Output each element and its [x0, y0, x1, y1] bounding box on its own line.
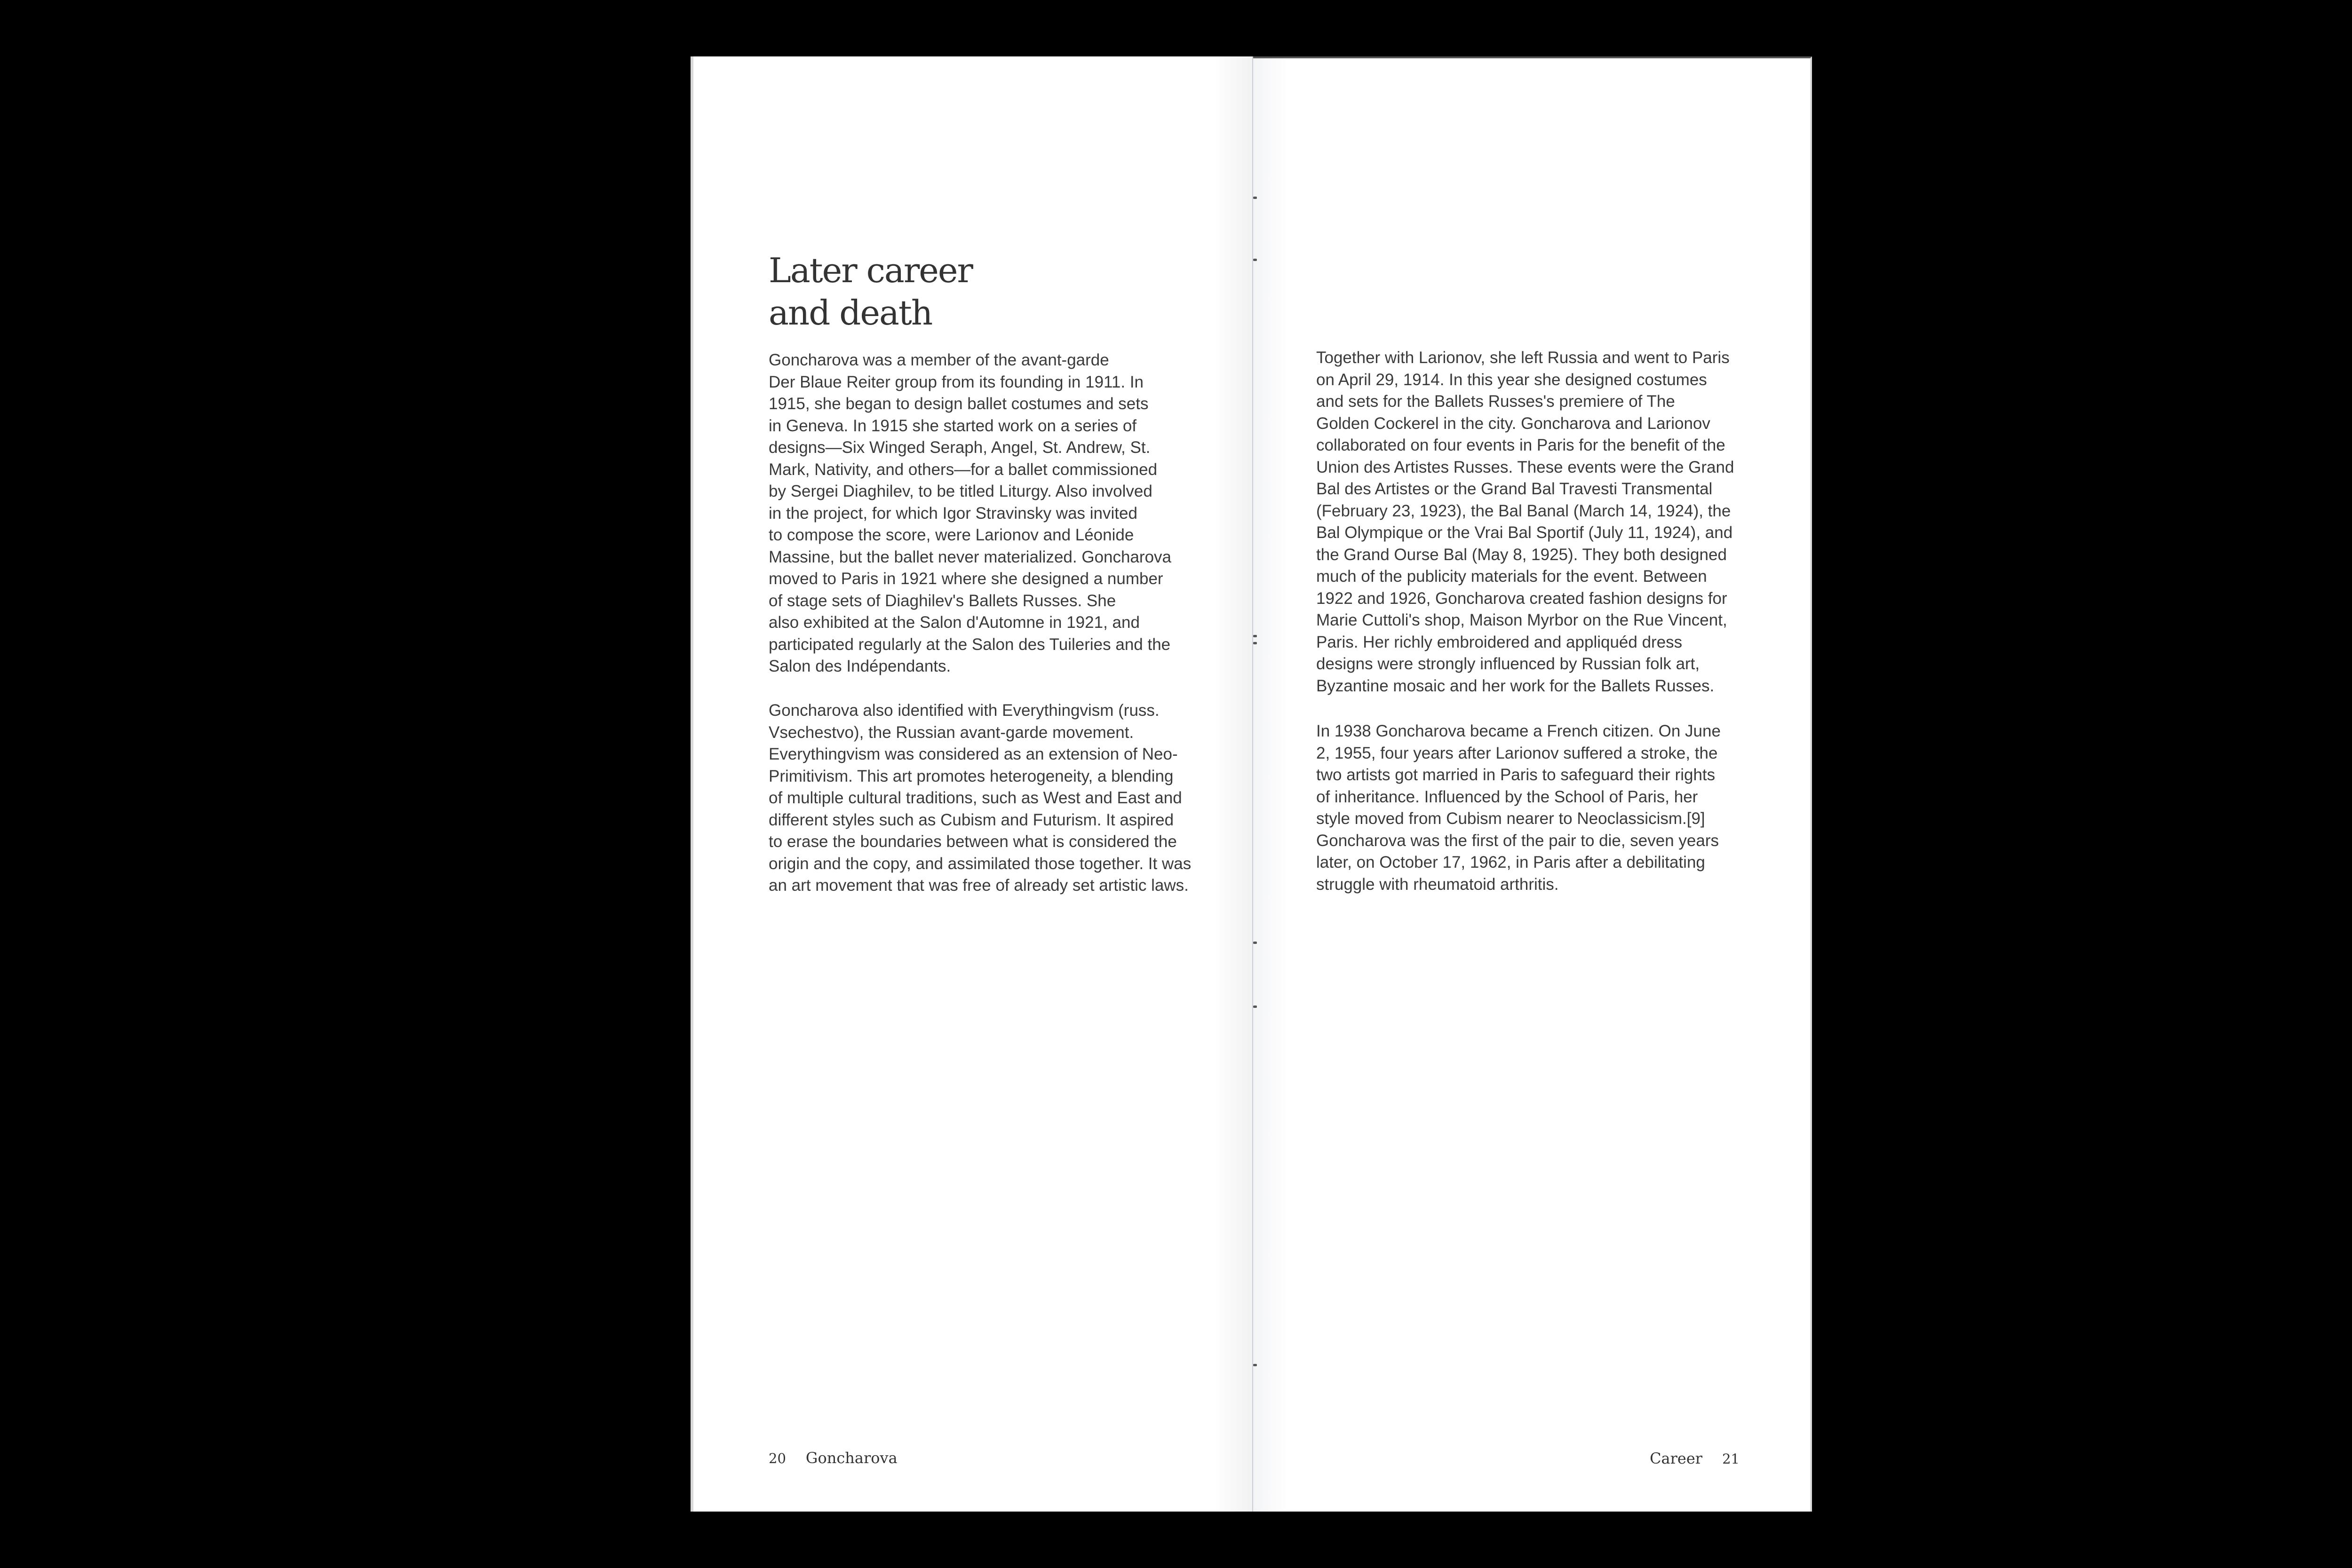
text-line: by Sergei Diaghilev, to be titled Liturgy. Also involved — [769, 482, 1152, 500]
binding-stitch — [1253, 942, 1257, 944]
text-line: Paris. Her richly embroidered and appliquéd dress — [1316, 633, 1683, 651]
text-line: Union des Artistes Russes. These events were the Grand — [1316, 458, 1734, 476]
text-line: on April 29, 1914. In this year she designed costumes — [1316, 370, 1707, 389]
text-line: 1915, she began to design ballet costumes and sets — [769, 395, 1149, 413]
text-line: an art movement that was free of already set artistic laws. — [769, 876, 1189, 895]
left-page — [691, 56, 1253, 1512]
text-line: Goncharova was a member of the avant-garde — [769, 351, 1109, 369]
right-paragraph-2 — [1316, 721, 1721, 895]
heading-line: and death — [769, 293, 932, 333]
text-line: participated regularly at the Salon des Tuileries and the — [769, 635, 1171, 654]
book-gutter — [1252, 56, 1253, 1512]
text-line: Byzantine mosaic and her work for the Ballets Russes. — [1316, 676, 1715, 695]
text-line: of inheritance. Influenced by the School of Paris, her — [1316, 787, 1698, 806]
left-folio — [769, 1449, 898, 1468]
right-paragraph-1 — [1316, 347, 1734, 697]
text-line: Vsechestvo), the Russian avant-garde movement. — [769, 723, 1134, 742]
text-line: designs were strongly influenced by Russian folk art, — [1316, 655, 1700, 673]
text-line: Bal Olympique or the Vrai Bal Sportif (July 11, 1924), and — [1316, 523, 1733, 542]
running-header: Career — [1650, 1449, 1703, 1467]
text-line: two artists got married in Paris to safeguard their rights — [1316, 766, 1716, 784]
text-line: collaborated on four events in Paris for the benefit of the — [1316, 436, 1725, 454]
binding-stitch — [1253, 259, 1257, 261]
text-line: Goncharova was the first of the pair to die, seven years — [1316, 831, 1719, 850]
binding-stitch — [1253, 635, 1257, 637]
binding-stitch — [1253, 1364, 1257, 1366]
text-line: designs—Six Winged Seraph, Angel, St. Andrew, St. — [769, 438, 1151, 457]
text-line: 1922 and 1926, Goncharova created fashion designs for — [1316, 589, 1727, 608]
text-line: and sets for the Ballets Russes's premiere of The — [1316, 392, 1675, 411]
text-line: much of the publicity materials for the event. Between — [1316, 567, 1707, 586]
text-line: to erase the boundaries between what is considered the — [769, 832, 1177, 851]
text-line: style moved from Cubism nearer to Neoclassicism.[9] — [1316, 809, 1705, 828]
binding-stitch — [1253, 197, 1257, 199]
text-line: in Geneva. In 1915 she started work on a series of — [769, 416, 1137, 435]
text-line: In 1938 Goncharova became a French citizen. On June — [1316, 722, 1721, 740]
left-paragraph-1 — [769, 349, 1171, 678]
text-line: of multiple cultural traditions, such as West and East and — [769, 789, 1182, 807]
text-line: Golden Cockerel in the city. Goncharova and Larionov — [1316, 414, 1710, 433]
page-number: 21 — [1722, 1451, 1740, 1467]
heading-line: Later career — [769, 251, 972, 290]
binding-stitch — [1253, 1006, 1257, 1008]
text-line: Bal des Artistes or the Grand Bal Travesti Transmental — [1316, 480, 1713, 498]
text-line: later, on October 17, 1962, in Paris after a debilitating — [1316, 853, 1705, 871]
text-line: the Grand Ourse Bal (May 8, 1925). They both designed — [1316, 545, 1727, 564]
text-line: Marie Cuttoli's shop, Maison Myrbor on the Rue Vincent, — [1316, 611, 1727, 629]
section-heading — [769, 249, 1098, 334]
text-line: origin and the copy, and assimilated those together. It was — [769, 854, 1192, 873]
book-spread — [691, 56, 1812, 1512]
text-line: in the project, for which Igor Stravinsky was invited — [769, 504, 1137, 523]
text-line: Goncharova also identified with Everythingvism (russ. — [769, 701, 1160, 720]
text-line: to compose the score, were Larionov and Léonide — [769, 526, 1134, 544]
text-line: (February 23, 1923), the Bal Banal (March 14, 1924), the — [1316, 501, 1731, 520]
page-number: 20 — [769, 1450, 786, 1466]
binding-stitch — [1253, 642, 1257, 644]
text-line: also exhibited at the Salon d'Automne in 1921, and — [769, 613, 1140, 632]
text-line: Everythingvism was considered as an extension of Neo- — [769, 745, 1178, 763]
text-line: Mark, Nativity, and others—for a ballet commissioned — [769, 460, 1158, 479]
text-line: Salon des Indépendants. — [769, 657, 951, 675]
right-folio — [1650, 1449, 1740, 1468]
right-page — [1253, 56, 1812, 1512]
text-line: 2, 1955, four years after Larionov suffered a stroke, the — [1316, 744, 1718, 762]
text-line: Primitivism. This art promotes heterogeneity, a blending — [769, 767, 1174, 785]
text-line: Together with Larionov, she left Russia and went to Paris — [1316, 348, 1730, 367]
text-line: of stage sets of Diaghilev's Ballets Russes. She — [769, 591, 1116, 610]
text-line: struggle with rheumatoid arthritis. — [1316, 875, 1559, 894]
running-header: Goncharova — [805, 1449, 898, 1467]
text-line: moved to Paris in 1921 where she designed a number — [769, 570, 1163, 588]
text-line: Der Blaue Reiter group from its founding in 1911. In — [769, 372, 1144, 391]
text-line: Massine, but the ballet never materialized. Goncharova — [769, 547, 1172, 566]
text-line: different styles such as Cubism and Futurism. It aspired — [769, 810, 1174, 829]
left-paragraph-2 — [769, 700, 1191, 897]
